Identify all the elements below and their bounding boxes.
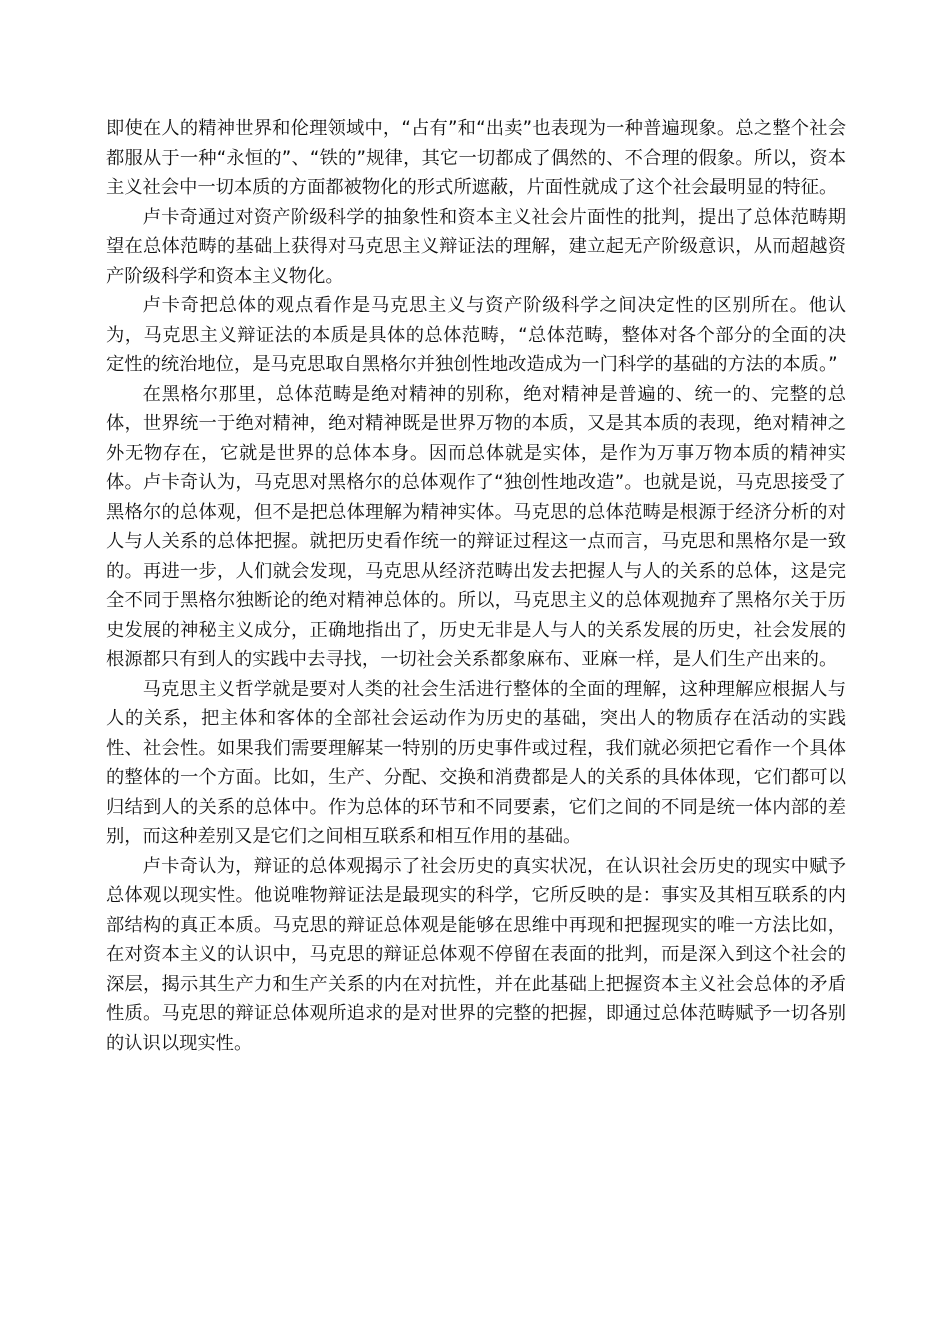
paragraph-6: 卢卡奇认为，辩证的总体观揭示了社会历史的真实状况，在认识社会历史的现实中赋予总体观以现实性。他说唯物辩证法是最现实的科学，它所反映的是：事实及其相互联系的内部结构的真正本质。马克思的辩证总体观是能够在思维中再现和把握现实的唯一方法比如，在对资本主义的认识中，马克思的辩证总体观不停留在表面的批判，而是深入到这个社会的深层，揭示其生产力和生产关系的内在对抗性，并在此基础上把握资本主义社会总体的矛盾性质。马克思的辩证总体观所追求的是对世界的完整的把握，即通过总体范畴赋予一切各别的认识以现实性。 [106,855,846,1054]
paragraph-3: 卢卡奇把总体的观点看作是马克思主义与资产阶级科学之间决定性的区别所在。他认为，马克思主义辩证法的本质是具体的总体范畴，“总体范畴，整体对各个部分的全面的决定性的统治地位，是马克思取自黑格尔并独创性地改造成为一门科学的基础的方法的本质。” [106,295,846,375]
paragraph-5: 马克思主义哲学就是要对人类的社会生活进行整体的全面的理解，这种理解应根据人与人的关系，把主体和客体的全部社会运动作为历史的基础，突出人的物质存在活动的实践性、社会性。如果我们需要理解某一特别的历史事件或过程，我们就必须把它看作一个具体的整体的一个方面。比如，生产、分配、交换和消费都是人的关系的具体体现，它们都可以归结到人的关系的总体中。作为总体的环节和不同要素，它们之间的不同是统一体内部的差别，而这种差别又是它们之间相互联系和相互作用的基础。 [106,678,846,847]
paragraph-1: 即使在人的精神世界和伦理领域中，“占有”和“出卖”也表现为一种普遍现象。总之整个社会都服从于一种“永恒的”、“铁的”规律，其它一切都成了偶然的、不合理的假象。所以，资本主义社会中一切本质的方面都被物化的形式所遮蔽，片面性就成了这个社会最明显的特征。 [106,118,846,198]
paragraph-4: 在黑格尔那里，总体范畴是绝对精神的别称，绝对精神是普遍的、统一的、完整的总体，世界统一于绝对精神，绝对精神既是世界万物的本质，又是其本质的表现，绝对精神之外无物存在，它就是世界的总体本身。因而总体就是实体，是作为万事万物本质的精神实体。卢卡奇认为，马克思对黑格尔的总体观作了“独创性地改造”。也就是说，马克思接受了黑格尔的总体观，但不是把总体理解为精神实体。马克思的总体范畴是根源于经济分析的对人与人关系的总体把握。就把历史看作统一的辩证过程这一点而言，马克思和黑格尔是一致的。再进一步，人们就会发现，马克思从经济范畴出发去把握人与人的关系的总体，这是完全不同于黑格尔独断论的绝对精神总体的。所以，马克思主义的总体观抛弃了黑格尔关于历史发展的神秘主义成分，正确地指出了，历史无非是人与人的关系发展的历史，社会发展的根源都只有到人的实践中去寻找，一切社会关系都象麻布、亚麻一样，是人们生产出来的。 [106,383,846,670]
document-body [106,114,846,1058]
paragraph-2: 卢卡奇通过对资产阶级科学的抽象性和资本主义社会片面性的批判，提出了总体范畴期望在总体范畴的基础上获得对马克思主义辩证法的理解，建立起无产阶级意识，从而超越资产阶级科学和资本主义物化。 [106,206,846,287]
